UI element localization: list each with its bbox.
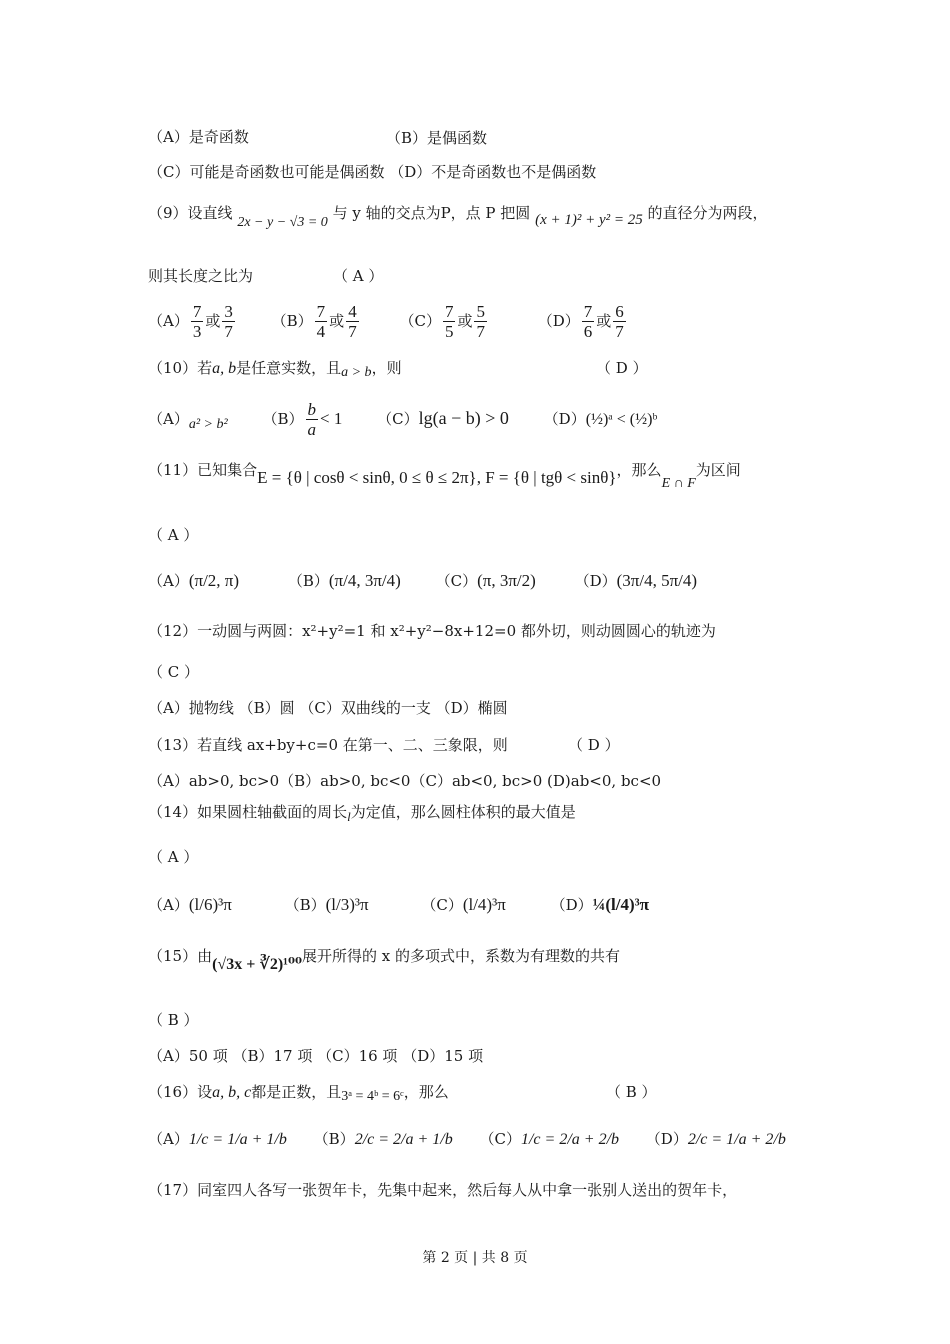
q9-option-b-label: （B） [271,311,313,330]
q15-binomial: (√3x + ∛2)¹⁰⁰ [212,956,302,973]
q11-stem-text-3: 为区间 [695,461,741,479]
q10-option-d [544,410,658,428]
q9-option-d-label: （D） [537,311,580,330]
q16-variables: a, b, c [212,1084,252,1101]
q16-option-b-expr: 2/c = 2/a + 1/b [354,1131,453,1148]
fraction [191,302,204,341]
q11-stem-text-1: （11）已知集合 [148,461,258,479]
q10-option-b-label: （B） [262,409,304,428]
q9-ratio-text: 则其长度之比为 [148,267,254,285]
numerator: 3 [224,302,233,321]
q11-option-a-label: （A） [148,572,189,590]
denominator: 4 [316,322,326,341]
q16-option-b [314,1130,453,1148]
q10-option-a-label: （A） [148,409,189,428]
q9-circle-equation: (x + 1)² + y² = 25 [535,212,643,228]
q16-answer: （ B ） [606,1083,657,1101]
q10-stem-text-1: （10）若 [148,359,213,377]
numerator: 7 [192,302,202,321]
fraction [315,302,328,341]
fraction [582,302,595,341]
numerator: 6 [615,302,624,321]
or-text: 或 [329,311,345,330]
q17-stem: （17）同室四人各写一张贺年卡，先集中起来，然后每人从中拿一张别人送出的贺年卡， [148,1181,738,1199]
q9-stem [148,203,768,230]
q16-option-c-label: （C） [479,1130,521,1148]
q10-option-a-expr: a² > b² [188,416,228,432]
q10-option-b-rest: < 1 [320,408,343,428]
q9-option-c-label: （C） [399,311,441,330]
q14-option-d [551,896,649,914]
numerator: b [307,400,316,419]
denominator: 3 [192,322,202,341]
q10-option-b [262,400,343,439]
q10-option-a [148,409,228,432]
denominator: 7 [615,322,624,341]
fraction [474,302,487,341]
q14-perimeter-var: l [347,809,351,824]
q10-condition: a > b [341,365,372,380]
q10-stem-text-3: ，则 [371,359,402,377]
q15-stem-text-1: （15）由 [148,947,213,965]
q11-option-a-expr: (π/2, π) [188,571,240,590]
fraction [613,302,626,341]
q11-sets: E = {θ | cosθ < sinθ, 0 ≤ θ ≤ 2π}, F = {θ | tgθ < sinθ} [257,468,617,487]
q9-stem-text-3: 的直径分为两段， [647,204,768,222]
q16-stem [148,1082,657,1104]
q12-stem: （12）一动圆与两圆：x²+y²=1 和 x²+y²−8x+12=0 都外切，则动圆圆心的轨迹为 [148,622,716,640]
q14-option-d-expr: ¼(l/4)³π [592,895,650,914]
q15-answer: （ B ） [148,1011,199,1029]
q11-option-d-label: （D） [574,572,617,590]
q16-option-a-label: （A） [148,1130,189,1148]
q10-option-c [377,407,509,428]
q16-option-c [480,1130,620,1148]
q10-answer: （ D ） [596,359,648,377]
q10-option-c-expr: lg(a − b) > 0 [418,407,509,428]
or-text: 或 [457,311,473,330]
numerator: 7 [316,302,326,321]
denominator: 7 [224,322,233,341]
q8-option-a: （A）是奇函数 [148,128,249,146]
q11-option-d-expr: (3π/4, 5π/4) [616,571,698,590]
q14-option-c-expr: (l/4)³π [462,895,506,914]
q9-stem-text-1: （9）设直线 [148,204,233,222]
q11-answer: （ A ） [148,526,199,544]
q9-option-a [148,302,242,341]
numerator: 7 [444,302,454,321]
q10-option-c-label: （C） [377,409,419,428]
q10-variables: a, b [212,360,237,377]
q14-option-c-label: （C） [421,896,463,914]
q9-answer: （ A ） [333,267,384,285]
denominator: 6 [583,322,593,341]
q16-stem-text-2: 都是正数，且 [251,1083,342,1101]
q11-option-a [148,572,239,590]
q10-option-d-label: （D） [543,409,586,428]
q11-option-d [575,572,697,590]
q16-option-c-expr: 1/c = 2/a + 2/b [520,1131,620,1148]
q9-option-d [537,302,628,341]
q11-option-b-expr: (π/4, 3π/4) [328,571,401,590]
q8-options-cd: （C）可能是奇函数也可能是偶函数 （D）不是奇函数也不是偶函数 [148,163,597,181]
numerator: 7 [583,302,593,321]
q11-option-b-label: （B） [287,572,329,590]
q16-option-d [646,1130,786,1148]
q14-option-b-expr: (l/3)³π [325,895,369,914]
q16-stem-text-3: ，那么 [403,1083,449,1101]
q16-option-a-expr: 1/c = 1/a + 1/b [188,1131,287,1148]
q13-stem: （13）若直线 ax+by+c=0 在第一、二、三象限，则 [148,736,508,754]
q16-option-b-label: （B） [313,1130,355,1148]
fraction [443,302,456,341]
q12-options: （A）抛物线 （B）圆 （C）双曲线的一支 （D）椭圆 [148,699,508,717]
q10-option-d-expr: (½)ᵃ < (½)ᵇ [585,410,658,428]
q11-stem [148,460,741,491]
q8-option-b: （B）是偶函数 [386,129,488,147]
q15-stem [148,946,620,973]
q15-stem-text-2: 展开所得的 x 的多项式中，系数为有理数的共有 [301,947,620,965]
q11-option-c [436,572,536,590]
numerator: 5 [476,302,485,321]
q14-option-c [421,896,505,914]
or-text: 或 [205,311,221,330]
q14-stem-text-2: 为定值，那么圆柱体积的最大值是 [350,803,576,821]
q13-stem-line [148,735,620,755]
q12-answer: （ C ） [148,663,200,681]
q14-option-a-expr: (l/6)³π [188,895,232,914]
or-text: 或 [596,311,612,330]
q14-stem-text-1: （14）如果圆柱轴截面的周长 [148,803,348,821]
q9-line-equation: 2x − y − √3 = 0 [237,215,328,230]
q13-answer: （ D ） [568,736,620,754]
q14-option-b-label: （B） [284,896,326,914]
q16-options [148,1128,786,1149]
q11-stem-text-2: ，那么 [616,461,662,479]
q16-option-d-expr: 2/c = 1/a + 2/b [687,1131,786,1148]
fraction [306,400,319,439]
q14-option-a-label: （A） [148,896,189,914]
q10-options [148,400,657,439]
q16-option-a [148,1130,287,1148]
q14-stem [148,802,576,823]
q16-condition: 3ᵃ = 4ᵇ = 6ᶜ [341,1089,404,1104]
denominator: 7 [348,322,357,341]
page-footer: 第 2 页 | 共 8 页 [422,1250,528,1266]
q10-stem [148,358,648,380]
q9-option-b [271,302,366,341]
q9-option-c [399,302,493,341]
q14-option-b [285,896,369,914]
q10-stem-text-2: 是任意实数，且 [236,359,342,377]
q11-options [148,570,697,591]
q13-options: （A）ab>0, bc>0（B）ab>0, bc<0（C）ab<0, bc>0 (D)ab<0, bc<0 [148,772,662,790]
q11-intersection: E ∩ F [661,476,696,491]
q9-stem-text-2: 与 y 轴的交点为P，点 P 把圆 [332,204,531,222]
q9-option-a-label: （A） [148,311,189,330]
numerator: 4 [348,302,357,321]
q11-option-c-label: （C） [435,572,478,590]
q11-option-c-expr: (π, 3π/2) [477,571,536,590]
denominator: 5 [444,322,454,341]
q14-option-d-label: （D） [550,896,593,914]
denominator: a [307,420,316,439]
q15-options: （A）50 项 （B）17 项 （C）16 项 （D）15 项 [148,1047,484,1065]
q14-options [148,894,649,915]
denominator: 7 [476,322,485,341]
q16-option-d-label: （D） [645,1130,688,1148]
q9-line2 [148,266,384,286]
fraction [346,302,359,341]
q14-answer: （ A ） [148,848,199,866]
q16-stem-text-1: （16）设 [148,1083,213,1101]
q9-options [148,302,628,341]
fraction [222,302,235,341]
q11-option-b [288,572,401,590]
q14-option-a [148,896,232,914]
